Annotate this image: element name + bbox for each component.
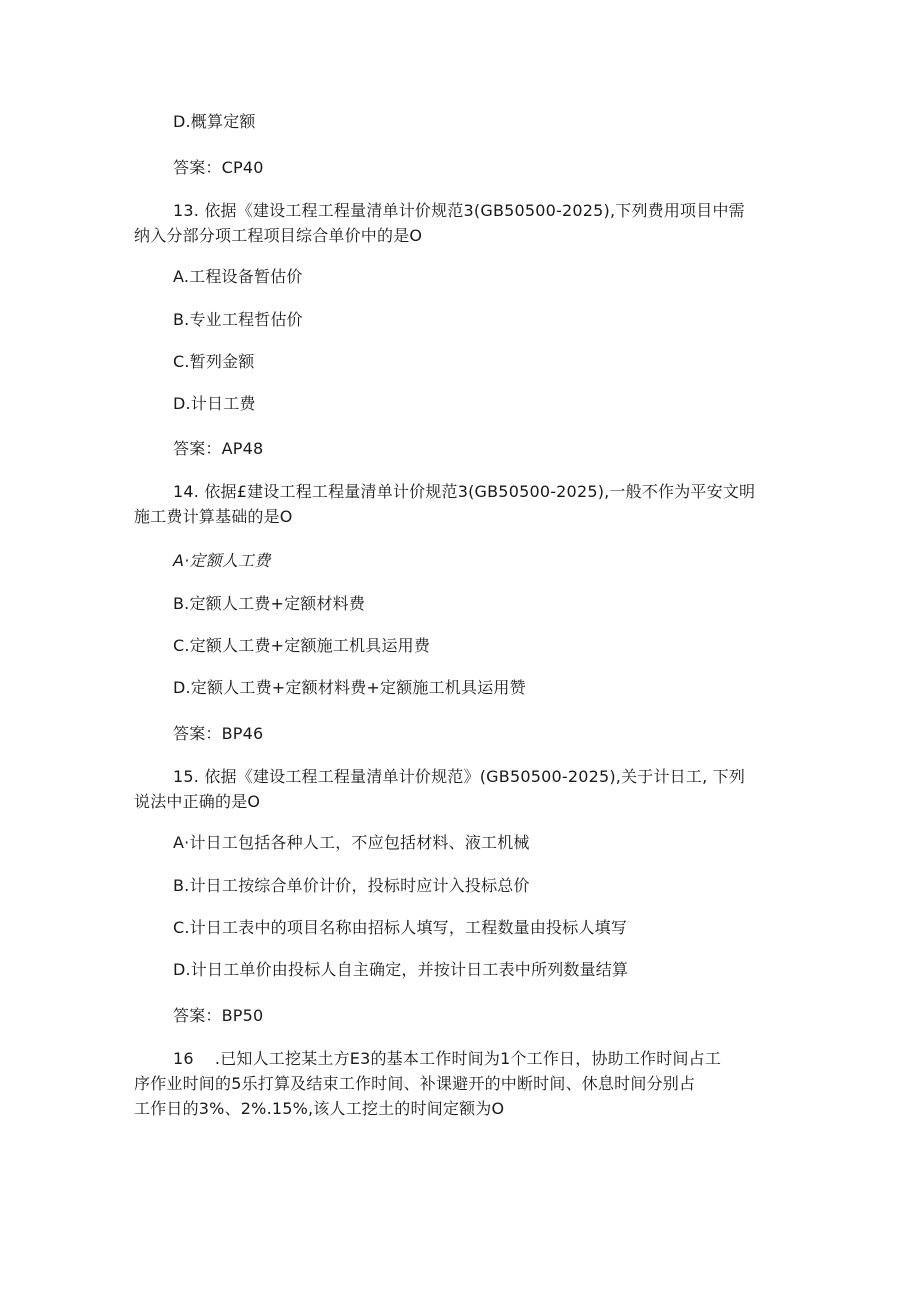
question-16: 16 .已知人工挖某土方E3的基本工作时间为1个工作日，协助工作时间占工 [173,1049,722,1068]
question-14: 14. 依据£建设工程工程量清单计价规范3(GB50500-2025),一般不作为平安文明 [173,482,756,501]
option-a-q13: A.工程设备暂估价 [173,267,303,286]
option-d-q13: D.计日工费 [173,394,256,413]
question-15: 15. 依据《建设工程工程量清单计价规范》(GB50500-2025),关于计日工, 下列 [173,767,746,786]
option-a-q14: A·定额人工费 [173,551,271,570]
answer-q13: 答案：AP48 [173,439,264,458]
question-15-cont: 说法中正确的是O [134,792,261,811]
option-c-q13: C.暂列金额 [173,352,255,371]
answer-q12: 答案：CP40 [173,158,264,177]
question-13-cont: 纳入分部分项工程项目综合单价中的是O [134,226,423,245]
option-c-q14: C.定额人工费+定额施工机具运用费 [173,636,431,655]
question-16-cont-1: 序作业时间的5乐打算及结束工作时间、补课避开的中断时间、休息时间分别占 [134,1074,696,1093]
option-b-q13: B.专业工程哲估价 [173,310,303,329]
option-a-q15: A·计日工包括各种人工，不应包括材料、液工机械 [173,833,530,852]
answer-q15: 答案：BP50 [173,1006,264,1025]
question-13: 13. 依据《建设工程工程量清单计价规范3(GB50500-2025),下列费用项目中需 [173,201,745,220]
question-14-cont: 施工费计算基础的是O [134,507,293,526]
answer-q14: 答案：BP46 [173,724,264,743]
option-c-q15: C.计日工表中的项目名称由招标人填写，工程数量由投标人填写 [173,918,628,937]
option-d-q14: D.定额人工费+定额材料费+定额施工机具运用赞 [173,678,526,697]
question-16-cont-2: 工作日的3%、2%.15%,该人工挖土的时间定额为O [134,1099,505,1118]
option-b-q14: B.定额人工费+定额材料费 [173,594,366,613]
option-d-q15: D.计日工单价由投标人自主确定，并按计日工表中所列数量结算 [173,960,629,979]
option-d-q12: D.概算定额 [173,112,256,131]
option-b-q15: B.计日工按综合单价计价，投标时应计入投标总价 [173,876,530,895]
